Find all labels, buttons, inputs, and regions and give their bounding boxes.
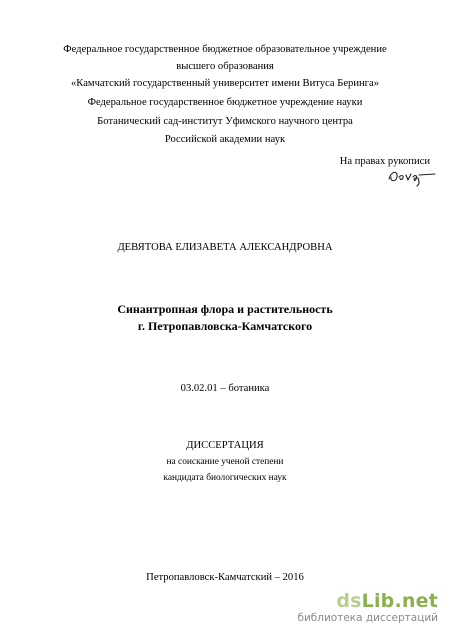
watermark-brand: dsLib.net	[336, 590, 438, 612]
specialty-code: 03.02.01 – ботаника	[180, 383, 270, 394]
city-year: Петропавловск-Камчатский – 2016	[146, 572, 304, 583]
author-name: ДЕВЯТОВА ЕЛИЗАВЕТА АЛЕКСАНДРОВНА	[117, 242, 333, 253]
manuscript-note: На правах рукописи	[339, 156, 430, 167]
header-line-5: Ботанический сад-институт Уфимского научного центра	[97, 116, 353, 127]
dissertation-title-line-2: г. Петропавловска-Камчатского	[137, 319, 313, 333]
dissertation-title-line-1: Синантропная флора и растительность	[117, 302, 333, 316]
degree-line-1: на соискание ученой степени	[166, 457, 284, 467]
watermark-subtitle: библиотека диссертаций	[297, 612, 438, 624]
header-line-4: Федеральное государственное бюджетное учреждение науки	[87, 97, 363, 108]
header-line-3: «Камчатский государственный университет имени Витуса Беринга»	[70, 78, 380, 89]
header-line-1: Федеральное государственное бюджетное образовательное учреждение	[63, 44, 387, 55]
handwritten-signature	[386, 165, 436, 187]
header-line-6: Российской академии наук	[164, 134, 286, 145]
degree-line-2: кандидата биологических наук	[163, 473, 287, 483]
dissertation-heading: ДИССЕРТАЦИЯ	[186, 440, 264, 451]
watermark-logo	[297, 591, 438, 624]
header-line-2: высшего образования	[176, 61, 274, 72]
